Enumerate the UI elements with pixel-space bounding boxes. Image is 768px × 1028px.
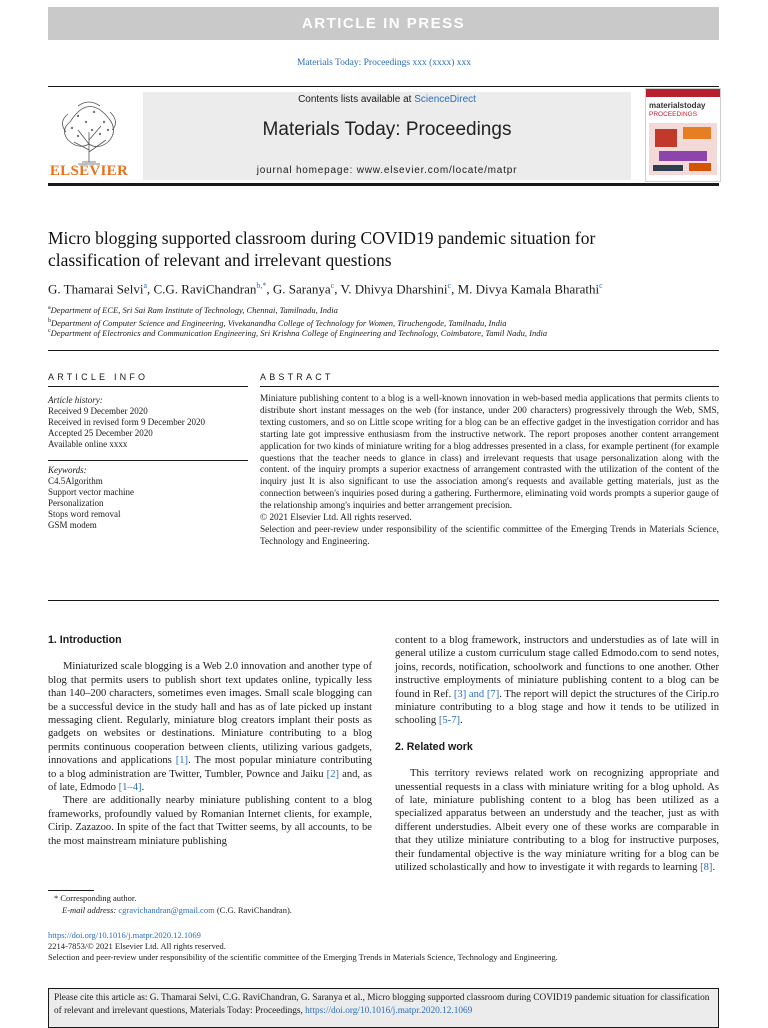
intro-text: .: [460, 715, 463, 727]
history-item: Received 9 December 2020: [48, 406, 148, 416]
email-note: [48, 904, 378, 916]
related-work-heading: 2. Related work: [395, 740, 473, 753]
email-link[interactable]: cgravichandran@gmail.com: [118, 905, 215, 915]
author-affiliation-marker[interactable]: a: [143, 281, 147, 290]
affiliation-text: Department of Electronics and Communication Engineering, Sri Krishna College of Engineering and Technology, Coimbatore, Tamil Nadu, India: [50, 328, 548, 338]
author-affiliation-marker[interactable]: c: [330, 281, 335, 290]
journal-reference[interactable]: [0, 58, 768, 68]
email-owner: (C.G. RaviChandran).: [214, 905, 292, 915]
keywords-label: Keywords:: [48, 465, 87, 475]
cite-doi-link[interactable]: https://doi.org/10.1016/j.matpr.2020.12.1069: [305, 1006, 473, 1016]
related-text: .: [712, 862, 716, 874]
history-list: [48, 406, 248, 450]
history-label: Article history:: [48, 395, 103, 405]
keyword-list: [48, 476, 248, 531]
citation-link[interactable]: [8]: [700, 862, 713, 874]
page-footer: [48, 930, 728, 963]
citation-link[interactable]: [3] and [7]: [453, 688, 500, 700]
history-item: Available online xxxx: [48, 439, 128, 449]
article-info-rule: [48, 386, 248, 387]
author-name: V. Dhivya Dharshini: [340, 281, 448, 297]
author-separator: ,: [266, 281, 273, 297]
header-divider: [48, 350, 719, 351]
citation-link[interactable]: [1]: [175, 755, 189, 767]
author-affiliation-marker[interactable]: b,*: [256, 281, 267, 290]
elsevier-wordmark: ELSEVIER: [49, 163, 129, 179]
journal-cover-thumbnail: [645, 88, 721, 182]
author-separator: ,: [451, 281, 458, 297]
affiliation-marker: b: [48, 318, 51, 325]
author-separator: ,: [334, 281, 341, 297]
article-history: [48, 395, 248, 450]
affiliation-line: [48, 318, 728, 328]
intro-paragraph-1: [48, 660, 372, 794]
author-name: G. Thamarai Selvi: [48, 281, 144, 297]
author-affiliation-marker[interactable]: c: [599, 281, 603, 290]
citation-link[interactable]: [1–4]: [118, 782, 142, 794]
masthead-bottom-rule: [48, 183, 719, 186]
cover-artwork: [649, 123, 717, 175]
keyword-item: Personalization: [48, 498, 104, 508]
doi-link[interactable]: https://doi.org/10.1016/j.matpr.2020.12.1069: [48, 930, 201, 940]
introduction-heading: 1. Introduction: [48, 634, 122, 646]
intro-text: .: [141, 782, 145, 794]
abstract-divider: [48, 600, 719, 601]
homepage-url[interactable]: www.elsevier.com/locate/matpr: [356, 165, 518, 176]
intro-paragraph-3: [395, 634, 719, 728]
homepage-prefix: journal homepage:: [256, 165, 357, 176]
contents-available-line: [143, 94, 631, 105]
keyword-item: Support vector machine: [48, 487, 134, 497]
corresponding-text: Corresponding author.: [60, 893, 137, 903]
author-separator: ,: [147, 281, 154, 297]
footnote: [48, 892, 378, 916]
keywords-rule: [48, 460, 248, 461]
email-label: E-mail address:: [62, 905, 119, 915]
article-in-press-banner: ARTICLE IN PRESS: [48, 7, 719, 40]
citation-link[interactable]: [2]: [326, 768, 340, 780]
intro-text: . The report will depict the structures of the Cirip.ro miniature contributing to a blog stage and how it tends to be utilized in schooling: [395, 688, 719, 727]
corresponding-note: * Corresponding author.: [54, 893, 137, 903]
cite-text: Please cite this article as: G. Thamarai Selvi, C.G. RaviChandran, G. Saranya et al., Micro blogging supported classroom during COVID19 pandemic situation for classification of relevant and irrelevant questions, Materials Today: Proceedings,: [54, 993, 710, 1016]
intro-paragraph-2: There are additionally nearby miniature publishing content to a blog frameworks, profoundly valued by Romanian Internet clients, for example, Cirip. Zazazoo. In spite of the fact that Twitter seems, by all accounts, to be the most mainstream miniature publishing: [48, 795, 372, 847]
abstract-body: [260, 394, 719, 549]
intro-text: and, as of late, Edmodo: [48, 768, 372, 794]
affiliation-marker: a: [48, 305, 51, 312]
author-affiliation-marker[interactable]: c: [447, 281, 452, 290]
abstract-rule: [260, 386, 719, 387]
keywords-block: [48, 465, 248, 531]
affiliation-text: Department of Computer Science and Engineering, Vivekanandha College of Technology for Women, Tiruchengode, Tamilnadu, India: [51, 318, 507, 328]
intro-text: Miniaturized scale blogging is a Web 2.0 innovation and another type of blog that permits users to publish short text updates online, typically less than 140–200 characters, sometimes even images. Small scale blogging can be a successful device in the study hall and has as of late picked up instant messaging client. Regularly, miniature blog creators implant their posts as gadgets on websites or destinations. Miniature contributing to a blog permits continuous cooperation between clients, utilizing various gadgets, innovations and applications: [48, 661, 372, 767]
abstract-heading: ABSTRACT: [260, 372, 334, 382]
left-column: [48, 634, 372, 848]
cover-title-2: PROCEEDINGS: [649, 111, 698, 118]
issn-line: 2214-7853/© 2021 Elsevier Ltd. All rights reserved.: [48, 941, 226, 951]
intro-text: content to a blog framework, instructors and understudies as of late will in general utilize a custom curriculum stage called Edmodo.com to send notes, joins, records, notification, schoolwork and functions to one another. Other instructive employments of miniature publishing content to a blog can be found in Ref.: [395, 635, 719, 700]
intro-text: . The most popular miniature contributing to a blog administration are Twitter, Tumbler, Pownce and Jaiku: [48, 755, 372, 780]
history-item: Accepted 25 December 2020: [48, 428, 153, 438]
right-column: [395, 634, 719, 875]
keyword-item: Stops word removal: [48, 509, 121, 519]
journal-title: Materials Today: Proceedings: [262, 119, 512, 140]
contents-prefix: Contents lists available at: [298, 94, 415, 105]
affiliation-marker: c: [48, 328, 51, 335]
citation-link[interactable]: [5-7]: [438, 715, 461, 727]
author-list: [48, 281, 728, 297]
article-info-heading: ARTICLE INFO: [48, 372, 149, 382]
footnote-rule: [48, 890, 94, 891]
paper-title: Micro blogging supported classroom during COVID19 pandemic situation for classification of relevant and irrelevant questions: [48, 228, 596, 270]
author-name: C.G. RaviChandran: [153, 281, 257, 297]
related-text: This territory reviews related work on recognizing appropriate and unessential requests in a class with miniature writing for a blog uphold. As of late, miniature publishing content to a blog has been utilized as a specialized apparatus between an understudy and the teacher, just as with different understudies. Albeit every one of these works are comparable in that they utilize miniature contributing to a blog for instructive purposes, their fundamental objective is the way miniature writing for a blog can be utilized scholastically and how to investigate it with regards to learning: [395, 768, 719, 874]
journal-reference-link[interactable]: Materials Today: Proceedings xxx (xxxx) xxx: [296, 58, 472, 68]
affiliation-text: Department of ECE, Sri Sai Ram Institute of Technology, Chennai, Tamilnadu, India: [50, 305, 338, 315]
keyword-item: C4.5Algorithm: [48, 476, 103, 486]
related-paragraph-1: [395, 767, 719, 874]
abstract-peer-review: Selection and peer-review under responsibility of the scientific committee of the Emerging Trends in Materials Science, Technology and Engineering.: [260, 524, 719, 547]
abstract-copyright: © 2021 Elsevier Ltd. All rights reserved.: [260, 513, 412, 524]
cite-box: [48, 988, 719, 1028]
affiliation-line: [48, 328, 728, 338]
author-name: M. Divya Kamala Bharathi: [457, 281, 600, 297]
footer-peer-review: Selection and peer-review under responsibility of the scientific committee of the Emerging Trends in Materials Science, Technology and Engineering.: [48, 952, 558, 962]
history-item: Received in revised form 9 December 2020: [48, 417, 205, 427]
sciencedirect-link[interactable]: ScienceDirect: [414, 94, 476, 105]
author-name: G. Saranya: [272, 281, 331, 297]
journal-homepage-line: [143, 165, 631, 176]
abstract-text: Miniature publishing content to a blog is a well-known innovation in web-based media applications that permits clients to distribute short instant messages on the web (for instance, under 200 characters) progressively through the Web, SMS, texting customers, and so on Little scope writing for a blog can be an effective gadget in the investigation corridor and has starting late got impressive enthusiasm from the instructive network. The report proposes another content arrangement application for two kinds of miniature writing for a blog addresses presented in a class, for example pertinent (for example questions that the teacher needs to glance in class) and irrelevant requests that usage personalization along with the content. of the inquiry prompts a superior exactness of arrangement contrasted with the utilization of the content of the inquiry just It is also significant to use the association among's requests and available getting materials, just as the connection between's inquiries posed during a gathering. Furthermore, eliminating void words prompts a superior gauge of the relationship among's inquiries and better arrangement precision.: [260, 394, 719, 512]
cover-title-1: materialstoday: [649, 101, 706, 110]
masthead-top-rule: [48, 86, 719, 87]
keyword-item: GSM modem: [48, 520, 97, 530]
affiliation-line: [48, 305, 728, 315]
